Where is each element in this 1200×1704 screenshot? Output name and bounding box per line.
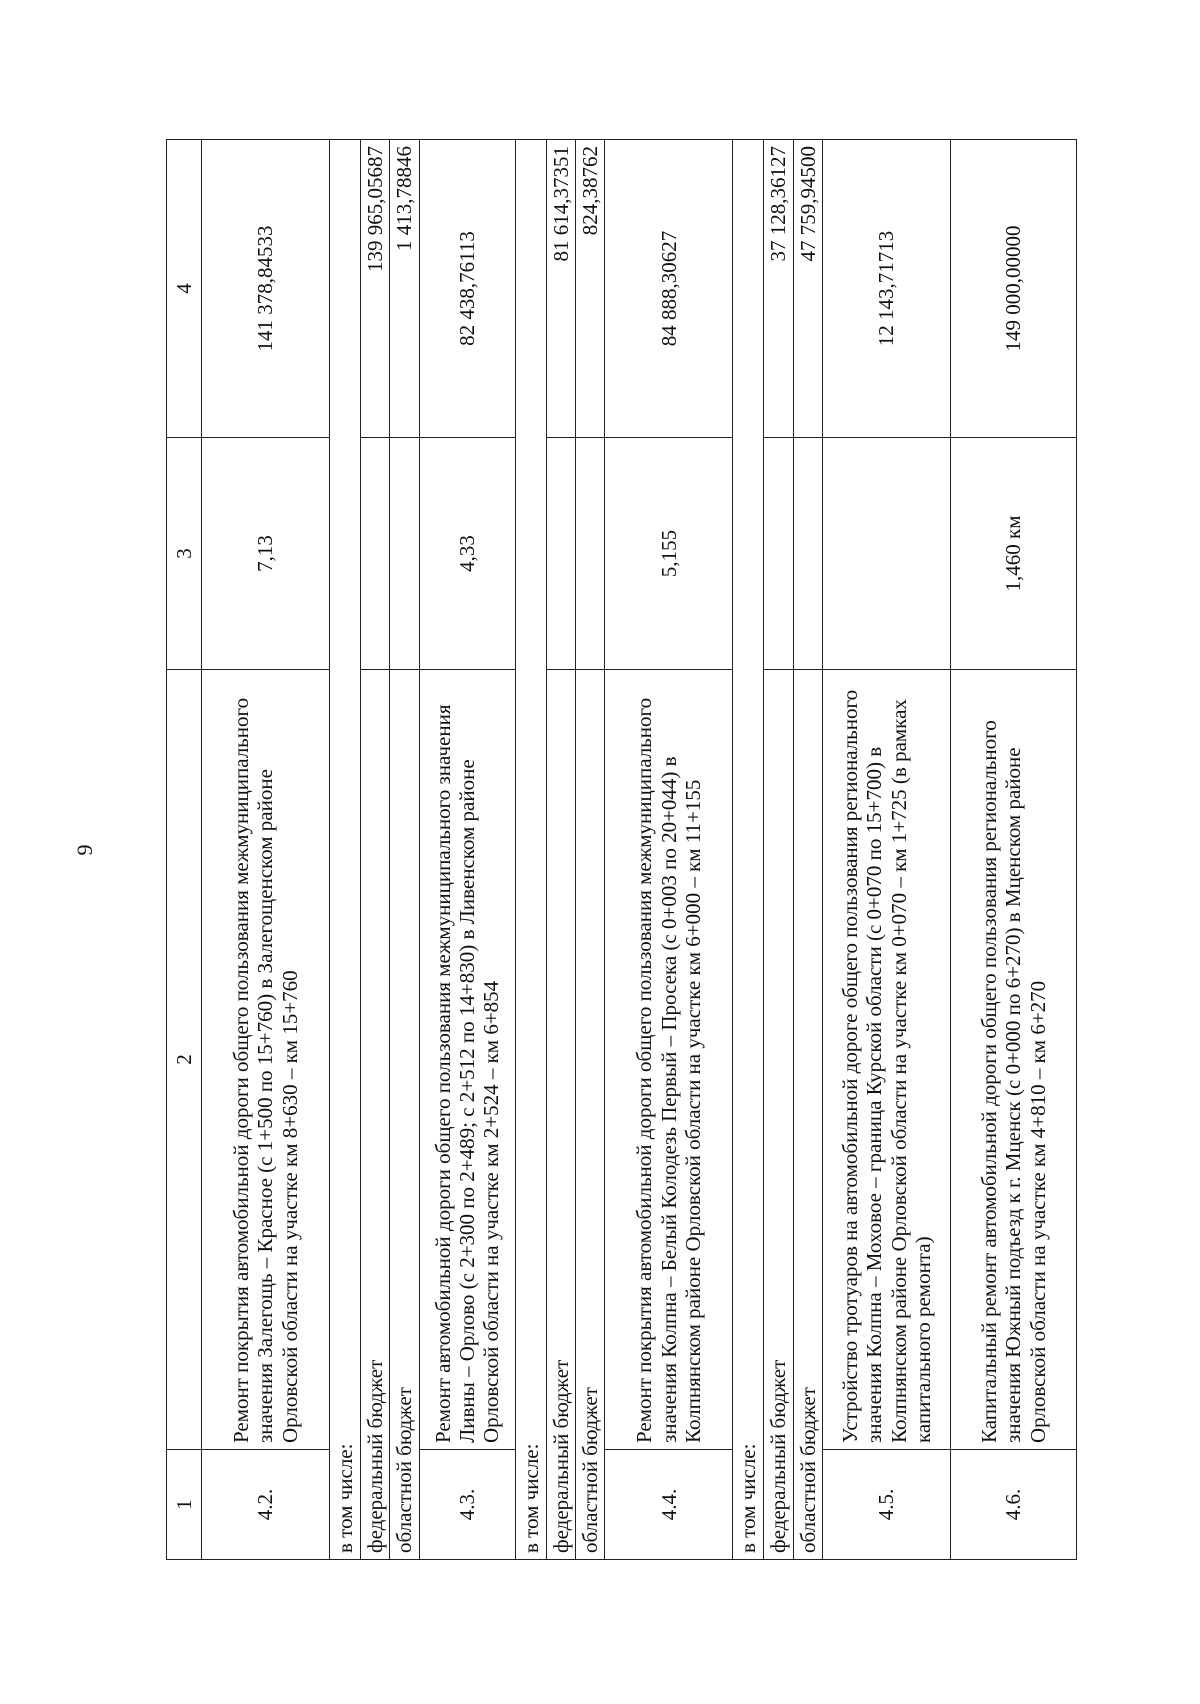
item-number: 4.5. — [823, 1450, 951, 1560]
including-row — [330, 140, 361, 1560]
item-description: Ремонт автомобильной дороги общего пользования межмуниципального значения Ливны – Орлово (с 2+300 по 2+489; с 2+512 по 14+830) в Ливенском районе Орловской области на участке км 2+524 – км 6+854 — [419, 670, 515, 1450]
item-length: 1,460 км — [951, 438, 1077, 670]
blank-cell — [764, 438, 793, 670]
blank-cell — [793, 438, 822, 670]
header-cell-4: 4 — [167, 140, 202, 438]
table-row — [419, 140, 515, 1560]
blank-cell — [576, 438, 605, 670]
budget-value: 824,38762 — [576, 140, 605, 438]
item-description: Ремонт покрытия автомобильной дороги общего пользования межмуниципального значения Колпна – Белый Колодезь Первый – Просека (с 0+003 по 20+044) в Колпнянском районе Орловской области на участке км 6+000 – км 11+155 — [605, 670, 733, 1450]
blank-cell — [546, 438, 575, 670]
budget-row — [576, 140, 605, 1560]
header-cell-3: 3 — [167, 438, 202, 670]
item-number: 4.3. — [419, 1450, 515, 1560]
item-length: 4,33 — [419, 438, 515, 670]
budget-label: областной бюджет — [793, 670, 822, 1560]
item-amount: 141 378,84533 — [202, 140, 330, 438]
item-number: 4.2. — [202, 1450, 330, 1560]
table-row — [951, 140, 1077, 1560]
budget-value: 37 128,36127 — [764, 140, 793, 438]
budget-value: 47 759,94500 — [793, 140, 822, 438]
budget-value: 1 413,78846 — [390, 140, 419, 438]
budget-label: федеральный бюджет — [764, 670, 793, 1560]
item-number: 4.6. — [951, 1450, 1077, 1560]
road-works-table — [166, 139, 1077, 1560]
item-number: 4.4. — [605, 1450, 733, 1560]
budget-row — [764, 140, 793, 1560]
budget-label: федеральный бюджет — [546, 670, 575, 1560]
blank-cell — [390, 438, 419, 670]
item-length: 5,155 — [605, 438, 733, 670]
including-label: в том числе: — [733, 140, 764, 1560]
budget-label: федеральный бюджет — [361, 670, 390, 1560]
item-length: 7,13 — [202, 438, 330, 670]
table-row — [605, 140, 733, 1560]
including-label: в том числе: — [515, 140, 546, 1560]
table-row — [823, 140, 951, 1560]
budget-label: областной бюджет — [390, 670, 419, 1560]
budget-label: областной бюджет — [576, 670, 605, 1560]
blank-cell — [361, 438, 390, 670]
budget-row — [390, 140, 419, 1560]
header-cell-1: 1 — [167, 1450, 202, 1560]
item-amount: 82 438,76113 — [419, 140, 515, 438]
table-row — [202, 140, 330, 1560]
table-body — [167, 140, 1077, 1560]
item-description: Капитальный ремонт автомобильной дороги общего пользования регионального значения Южный подъезд к г. Мценск (с 0+000 по 6+270) в Мценском районе Орловской области на участке км 4+810 – км 6+270 — [951, 670, 1077, 1450]
budget-row — [793, 140, 822, 1560]
header-cell-2: 2 — [167, 670, 202, 1450]
budget-row — [546, 140, 575, 1560]
including-row — [733, 140, 764, 1560]
item-amount: 149 000,00000 — [951, 140, 1077, 438]
budget-row — [361, 140, 390, 1560]
item-length — [823, 438, 951, 670]
item-description: Устройство тротуаров на автомобильной дороге общего пользования регионального значения Колпна – Моховое – граница Курской области (с 0+070 по 15+700) в Колпнянском районе Орловской области на участке км 0+070 – км 1+725 (в рамках капитального ремонта) — [823, 670, 951, 1450]
including-label: в том числе: — [330, 140, 361, 1560]
including-row — [515, 140, 546, 1560]
header-row — [167, 140, 202, 1560]
page-number: 9 — [72, 844, 97, 856]
budget-value: 139 965,05687 — [361, 140, 390, 438]
item-amount: 12 143,71713 — [823, 140, 951, 438]
item-description: Ремонт покрытия автомобильной дороги общего пользования межмуниципального значения Залегощь – Красное (с 1+500 по 15+760) в Залегощенском районе Орловской области на участке км 8+630 – км 15+760 — [202, 670, 330, 1450]
budget-value: 81 614,37351 — [546, 140, 575, 438]
rotated-table-container — [166, 140, 1076, 1560]
item-amount: 84 888,30627 — [605, 140, 733, 438]
